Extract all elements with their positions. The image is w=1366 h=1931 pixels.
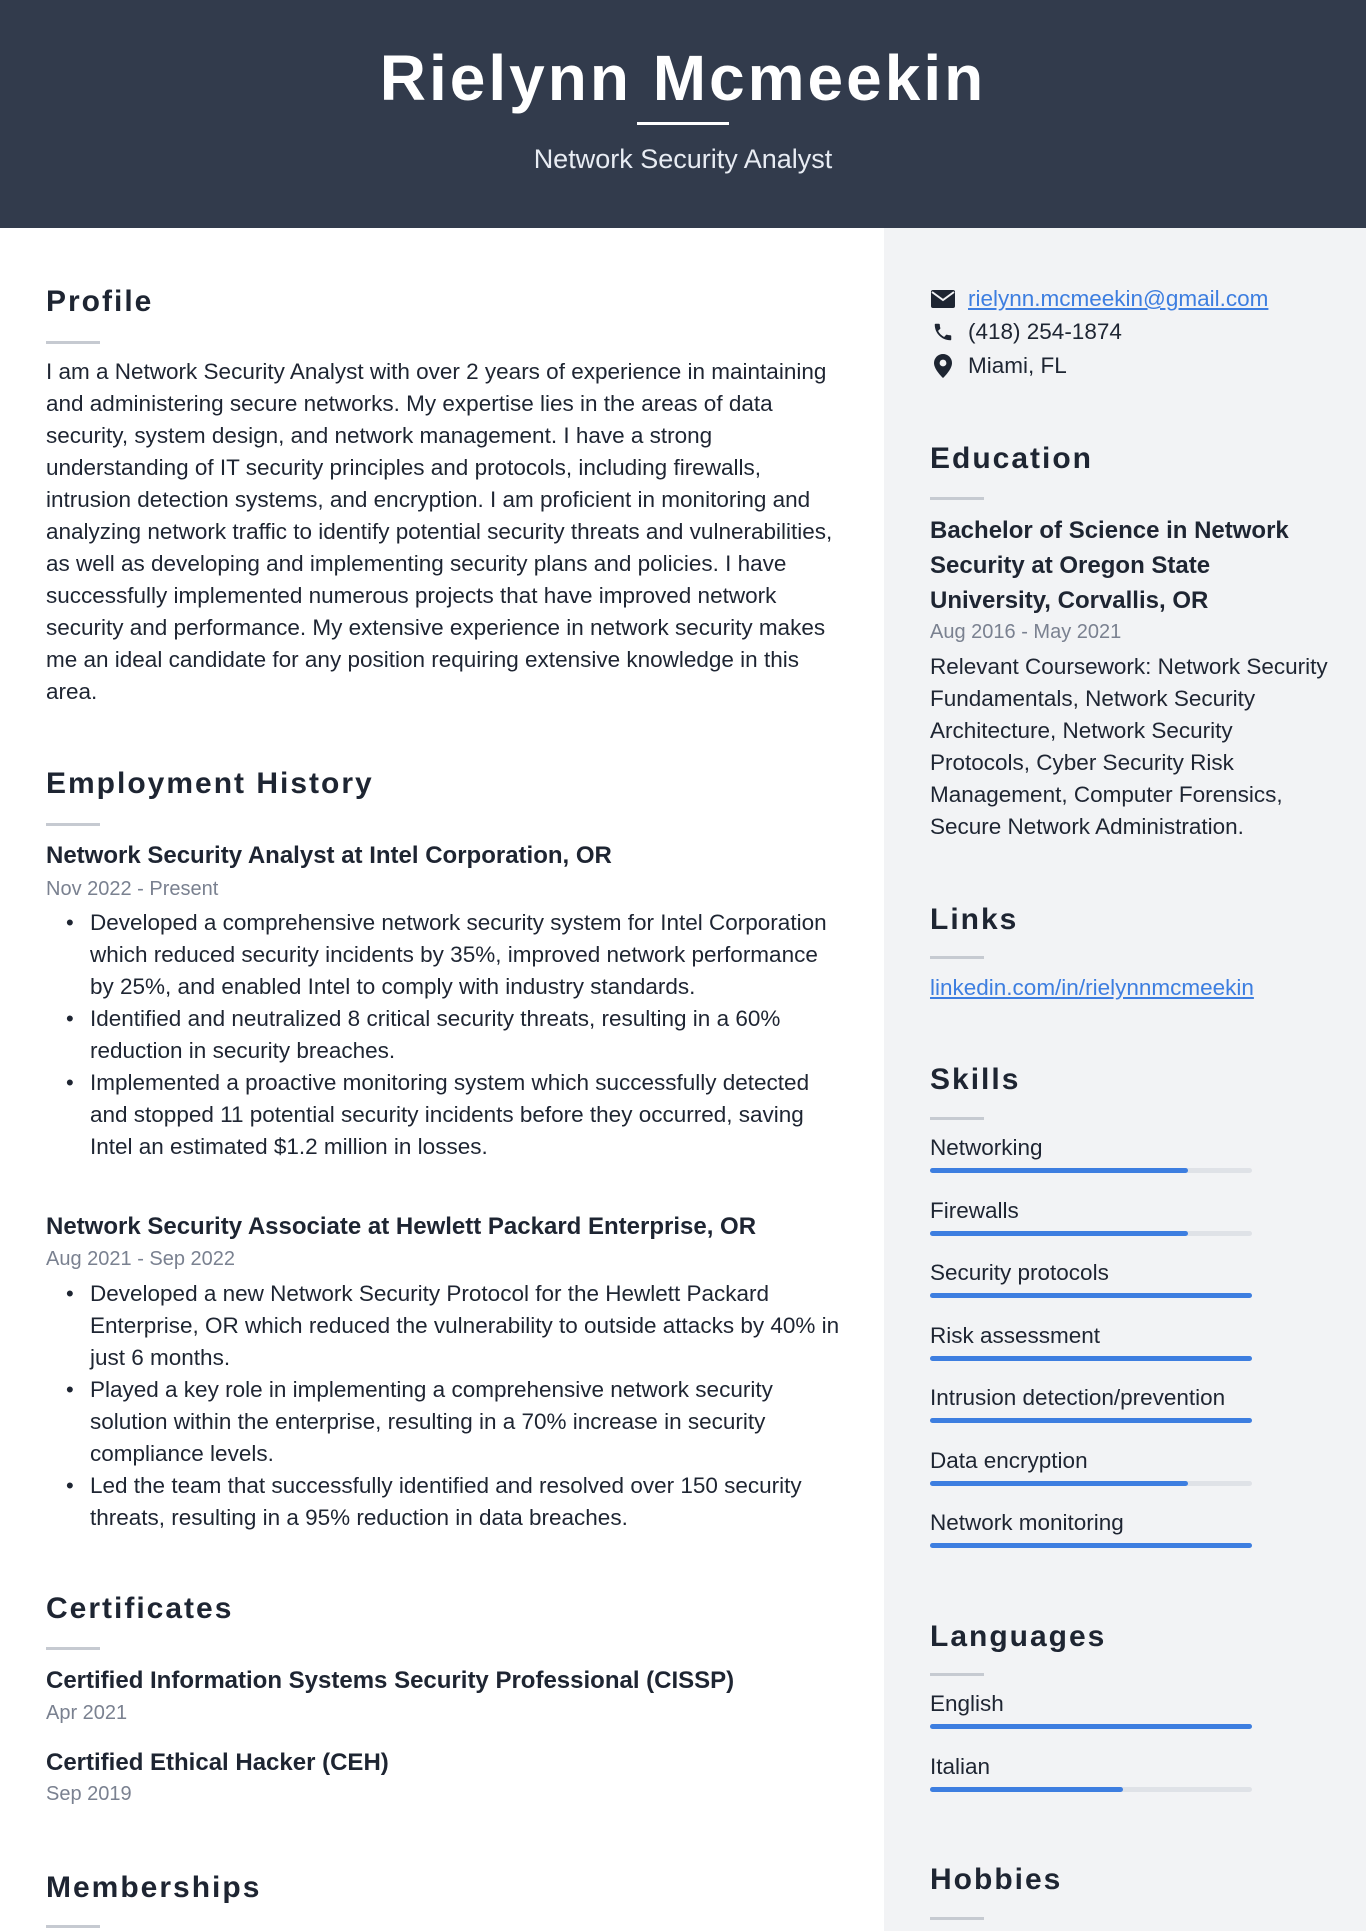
phone-icon	[930, 319, 956, 345]
header-divider	[637, 122, 729, 125]
level-bar-fill	[930, 1293, 1252, 1298]
skills-heading: Skills	[930, 1063, 1021, 1096]
level-bar	[930, 1481, 1252, 1486]
job-title-2: Network Security Associate at Hewlett Packard Enterprise, OR	[46, 1213, 757, 1240]
hobbies-divider	[930, 1917, 984, 1920]
skill-label: Networking	[930, 1135, 1043, 1160]
list-item: • Led the team that successfully identified and resolved over 150 security threats, resulting in a 95% reduction in data breaches.	[46, 1470, 846, 1534]
skills-divider	[930, 1117, 984, 1120]
contact-phone	[930, 316, 1122, 348]
education-heading: Education	[930, 442, 1094, 475]
map-pin-icon	[930, 353, 956, 379]
employment-divider	[46, 823, 100, 826]
level-bar	[930, 1293, 1252, 1298]
certificates-heading: Certificates	[46, 1592, 234, 1625]
links-divider	[930, 956, 984, 959]
skill-label: Risk assessment	[930, 1322, 1101, 1348]
profile-heading: Profile	[46, 285, 154, 318]
skill-label: English	[930, 1691, 1004, 1716]
certificate-date-2: Sep 2019	[46, 1783, 132, 1805]
job-title-1: Network Security Analyst at Intel Corporation, OR	[46, 842, 612, 869]
skill-label: Italian	[930, 1753, 991, 1779]
list-item: • Identified and neutralized 8 critical security threats, resulting in a 60% reduction in security breaches.	[46, 1003, 846, 1067]
list-item: • Developed a comprehensive network security system for Intel Corporation which reduced security incidents by 35%, improved network performance by 25%, and enabled Intel to comply with industry standards.	[46, 907, 846, 1003]
contact-location	[930, 350, 1067, 382]
languages-divider	[930, 1673, 984, 1676]
job-date-1: Nov 2022 - Present	[46, 878, 219, 900]
languages-heading: Languages	[930, 1620, 1107, 1653]
resume-header	[0, 0, 1366, 228]
level-bar	[930, 1787, 1252, 1792]
job-bullets-1	[46, 907, 846, 1163]
hobbies-heading: Hobbies	[930, 1863, 1063, 1896]
level-bar-fill	[930, 1231, 1188, 1236]
level-bar	[930, 1418, 1252, 1423]
phone-text: (418) 254-1874	[968, 319, 1122, 344]
level-bar-fill	[930, 1356, 1252, 1361]
level-bar-fill	[930, 1787, 1123, 1792]
level-bar-fill	[930, 1543, 1252, 1548]
candidate-name: Rielynn Mcmeekin	[379, 42, 987, 114]
skill-label: Firewalls	[930, 1197, 1019, 1223]
certificate-name-2: Certified Ethical Hacker (CEH)	[46, 1749, 389, 1776]
education-divider	[930, 497, 984, 500]
email-link[interactable]: rielynn.mcmeekin@gmail.com	[968, 286, 1269, 311]
envelope-icon	[930, 286, 956, 312]
level-bar-fill	[930, 1418, 1252, 1423]
memberships-heading: Memberships	[46, 1871, 262, 1904]
profile-divider	[46, 341, 100, 344]
list-item: • Developed a new Network Security Protocol for the Hewlett Packard Enterprise, OR which reduced the vulnerability to outside attacks by 40% in just 6 months.	[46, 1278, 846, 1374]
location-text: Miami, FL	[968, 353, 1067, 378]
level-bar-fill	[930, 1481, 1188, 1486]
level-bar	[930, 1543, 1252, 1548]
contact-email	[930, 283, 1268, 315]
level-bar	[930, 1168, 1252, 1173]
level-bar	[930, 1356, 1252, 1361]
level-bar-fill	[930, 1724, 1252, 1729]
certificates-divider	[46, 1647, 100, 1650]
certificate-date-1: Apr 2021	[46, 1702, 128, 1724]
job-date-2: Aug 2021 - Sep 2022	[46, 1248, 236, 1270]
job-bullets-2	[46, 1278, 846, 1534]
skill-label: Network monitoring	[930, 1510, 1124, 1535]
level-bar	[930, 1724, 1252, 1729]
level-bar-fill	[930, 1168, 1188, 1173]
education-date: Aug 2016 - May 2021	[930, 621, 1122, 643]
certificate-name-1: Certified Information Systems Security Professional (CISSP)	[46, 1667, 735, 1694]
links-heading: Links	[930, 903, 1019, 936]
memberships-divider	[46, 1925, 100, 1928]
list-item: • Implemented a proactive monitoring system which successfully detected and stopped 11 potential security incidents before they occurred, saving Intel an estimated $1.2 million in losses.	[46, 1067, 846, 1163]
list-item: • Played a key role in implementing a comprehensive network security solution within the enterprise, resulting in a 70% increase in security compliance levels.	[46, 1374, 846, 1470]
skill-label: Security protocols	[930, 1260, 1109, 1285]
level-bar	[930, 1231, 1252, 1236]
employment-heading: Employment History	[46, 767, 374, 800]
profile-text: I am a Network Security Analyst with over 2 years of experience in maintaining and administering secure networks. My expertise lies in the areas of data security, system design, and network management. I have a strong understanding of IT security principles and protocols, including firewalls, intrusion detection systems, and encryption. I am proficient in monitoring and analyzing network traffic to identify potential security threats and vulnerabilities, as well as developing and implementing security plans and policies. I have successfully implemented numerous projects that have improved network security and performance. My extensive experience in network security makes me an ideal candidate for any position requiring extensive knowledge in this area.	[46, 359, 833, 704]
skill-label: Intrusion detection/prevention	[930, 1385, 1226, 1410]
education-degree: Bachelor of Science in Network Security at Oregon State University, Corvallis, OR	[930, 517, 1289, 614]
skill-label: Data encryption	[930, 1447, 1088, 1473]
job-title: Network Security Analyst	[533, 144, 833, 174]
linkedin-link[interactable]: linkedin.com/in/rielynnmcmeekin	[930, 975, 1254, 1000]
education-coursework: Relevant Coursework: Network Security Fundamentals, Network Security Architecture, Network Security Protocols, Cyber Security Risk Management, Computer Forensics, Secure Network Administration.	[930, 654, 1328, 839]
